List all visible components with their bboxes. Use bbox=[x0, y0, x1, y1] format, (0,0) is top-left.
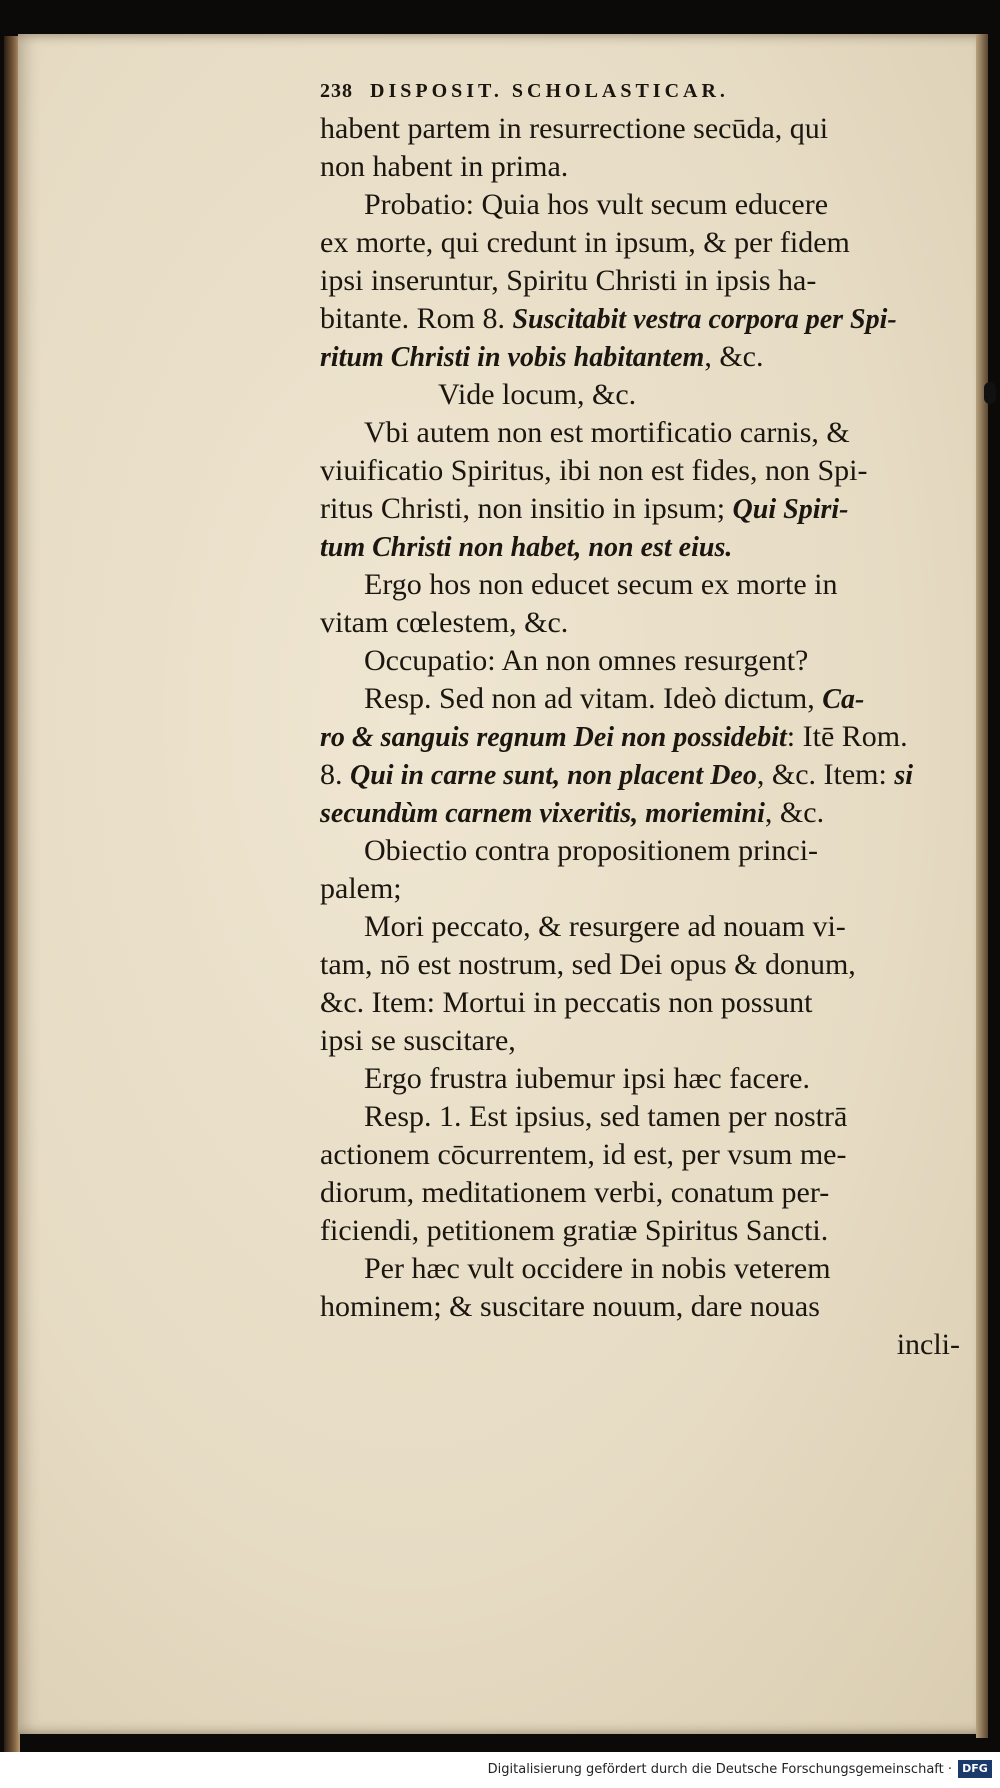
text-line bbox=[320, 490, 960, 528]
text-line bbox=[320, 832, 960, 870]
italic-quote: secundùm carnem vixeritis, moriemini bbox=[320, 798, 765, 829]
text-line bbox=[320, 604, 960, 642]
text-span: Occupatio: An non omnes resurgent? bbox=[364, 644, 809, 677]
italic-quote: si bbox=[894, 760, 914, 791]
body-text bbox=[320, 110, 960, 1364]
footer-bar bbox=[0, 1752, 1000, 1788]
text-span: viuificatio Spiritus, ibi non est fides, non Spi- bbox=[320, 454, 868, 487]
text-span: incli- bbox=[896, 1328, 960, 1361]
text-span: ex morte, qui credunt in ipsum, & per fidem bbox=[320, 226, 850, 259]
page-marker bbox=[984, 382, 996, 404]
text-line bbox=[320, 376, 960, 414]
text-span: ficiendi, petitionem gratiæ Spiritus Sancti. bbox=[320, 1214, 829, 1247]
text-line bbox=[320, 110, 960, 148]
text-span: habent partem in resurrectione secūda, qui bbox=[320, 112, 829, 145]
text-line bbox=[320, 224, 960, 262]
text-line bbox=[320, 718, 960, 756]
text-span: non habent in prima. bbox=[320, 150, 569, 183]
text-line bbox=[320, 1060, 960, 1098]
italic-quote: ro & sanguis regnum Dei non possidebit bbox=[320, 722, 787, 753]
text-line bbox=[320, 794, 960, 832]
text-span: ipsi se suscitare, bbox=[320, 1024, 516, 1057]
footer-credit: Digitalisierung gefördert durch die Deutsche Forschungsgemeinschaft · bbox=[487, 1762, 952, 1777]
text-span: Obiectio contra propositionem princi- bbox=[364, 834, 819, 867]
text-span: hominem; & suscitare nouum, dare nouas bbox=[320, 1290, 820, 1323]
text-span: vitam cœlestem, &c. bbox=[320, 606, 569, 639]
text-line bbox=[320, 528, 960, 566]
italic-quote: Qui Spiri- bbox=[732, 494, 849, 525]
text-line bbox=[320, 338, 960, 376]
text-line bbox=[320, 1288, 960, 1326]
text-span: : Itē Rom. bbox=[786, 720, 908, 753]
text-span: Resp. Sed non ad vitam. Ideò dictum, bbox=[364, 682, 823, 715]
dfg-logo: DFG bbox=[958, 1760, 992, 1778]
page-edge-right bbox=[976, 34, 988, 1738]
text-span: ipsi inseruntur, Spiritu Christi in ipsis ha- bbox=[320, 264, 817, 297]
text-span: Resp. 1. Est ipsius, sed tamen per nostrā bbox=[364, 1100, 848, 1133]
text-span: 8. bbox=[320, 758, 350, 791]
text-span: Ergo frustra iubemur ipsi hæc facere. bbox=[364, 1062, 810, 1095]
italic-quote: Suscitabit vestra corpora per Spi- bbox=[512, 304, 897, 335]
text-span: , &c. Item: bbox=[756, 758, 895, 791]
italic-quote: Qui in carne sunt, non placent Deo bbox=[350, 760, 757, 791]
text-line bbox=[320, 756, 960, 794]
text-line bbox=[320, 148, 960, 186]
text-line bbox=[320, 1326, 960, 1364]
header-title: DISPOSIT. SCHOLASTICAR. bbox=[370, 80, 729, 102]
text-line bbox=[320, 186, 960, 224]
page-number: 238 bbox=[320, 80, 353, 102]
text-line bbox=[320, 262, 960, 300]
text-span: ritus Christi, non insitio in ipsum; bbox=[320, 492, 733, 525]
text-line bbox=[320, 300, 960, 338]
text-line bbox=[320, 1250, 960, 1288]
text-line bbox=[320, 908, 960, 946]
text-line bbox=[320, 642, 960, 680]
text-span: Vbi autem non est mortificatio carnis, & bbox=[364, 416, 850, 449]
text-line bbox=[320, 984, 960, 1022]
text-span: Ergo hos non educet secum ex morte in bbox=[364, 568, 838, 601]
text-line bbox=[320, 566, 960, 604]
text-span: bitante. Rom 8. bbox=[320, 302, 513, 335]
text-line bbox=[320, 1136, 960, 1174]
text-line bbox=[320, 452, 960, 490]
text-line bbox=[320, 870, 960, 908]
text-span: &c. Item: Mortui in peccatis non possunt bbox=[320, 986, 813, 1019]
text-line bbox=[320, 1174, 960, 1212]
text-span: Mori peccato, & resurgere ad nouam vi- bbox=[364, 910, 846, 943]
italic-quote: tum Christi non habet, non est eius. bbox=[320, 532, 733, 563]
text-span: diorum, meditationem verbi, conatum per- bbox=[320, 1176, 830, 1209]
text-span: , &c. bbox=[764, 796, 825, 829]
text-span: Per hæc vult occidere in nobis veterem bbox=[364, 1252, 831, 1285]
text-line bbox=[320, 680, 960, 718]
text-line bbox=[320, 1212, 960, 1250]
text-line bbox=[320, 1022, 960, 1060]
text-span: actionem cōcurrentem, id est, per vsum me- bbox=[320, 1138, 847, 1171]
text-span: Vide locum, &c. bbox=[438, 378, 637, 411]
text-span: Probatio: Quia hos vult secum educere bbox=[364, 188, 829, 221]
running-head bbox=[320, 80, 940, 106]
italic-quote: ritum Christi in vobis habitantem bbox=[320, 342, 705, 373]
text-span: palem; bbox=[320, 872, 402, 905]
text-line bbox=[320, 414, 960, 452]
text-span: tam, nō est nostrum, sed Dei opus & donum, bbox=[320, 948, 856, 981]
italic-quote: Ca- bbox=[822, 684, 865, 715]
text-line bbox=[320, 1098, 960, 1136]
text-line bbox=[320, 946, 960, 984]
text-span: , &c. bbox=[704, 340, 764, 373]
